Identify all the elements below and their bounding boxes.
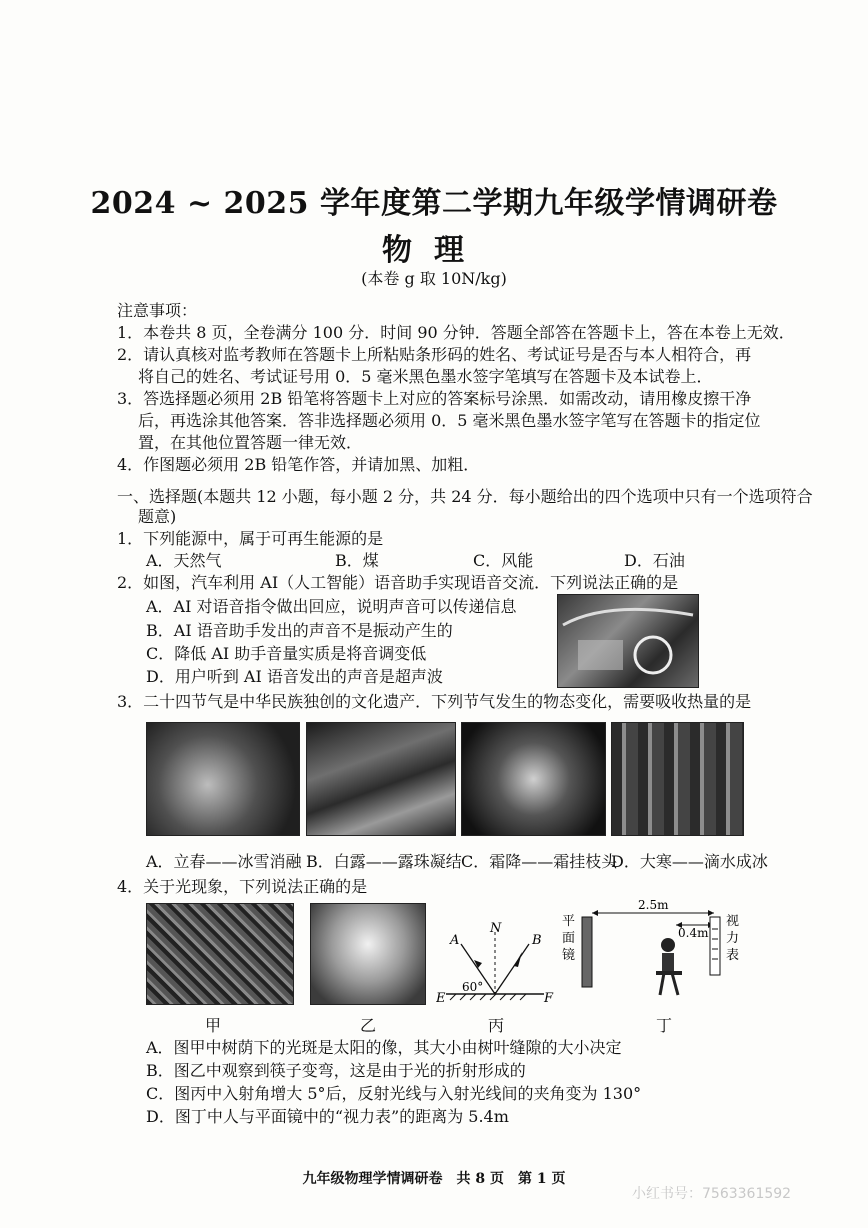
mirror-label-1: 平 [562, 914, 576, 929]
distance-0-4m: 0.4m [678, 926, 709, 940]
q2-stem: 2．如图，汽车利用 AI（人工智能）语音助手实现语音交流．下列说法正确的是 [117, 573, 679, 592]
label-a: A [450, 933, 460, 948]
notice-item-3-cont: 后，再选涂其他答案．答非选择题必须用 0．5 毫米黑色墨水签字笔写在答题卡的指定位 [138, 411, 761, 430]
q3-stem: 3．二十四节气是中华民族独创的文化遗产．下列节气发生的物态变化，需要吸收热量的是 [117, 692, 752, 711]
section-heading-cont: 题意) [138, 507, 177, 526]
figure-label-yi: 乙 [360, 1016, 377, 1035]
distance-2-5m: 2.5m [638, 898, 669, 912]
q3-option-d: D．大寒——滴水成冰 [611, 852, 768, 871]
mirror-label-2: 面 [562, 931, 576, 946]
q3-photo-b [306, 722, 456, 836]
figure-label-bing: 丙 [488, 1016, 505, 1035]
notice-item-3-cont2: 置，在其他位置答题一律无效． [138, 433, 363, 452]
label-e: E [436, 991, 446, 1006]
mirror-label-3: 镜 [562, 948, 576, 963]
car-ai-photo [557, 594, 699, 688]
q1-stem: 1．下列能源中，属于可再生能源的是 [117, 529, 384, 548]
q1-option-d: D．石油 [624, 551, 685, 570]
car-interior-sketch [558, 595, 698, 687]
angle-label: 60° [462, 980, 484, 994]
seated-person-icon [656, 938, 682, 995]
chart-label-1: 视 [726, 914, 740, 929]
label-b: B [532, 933, 542, 948]
page-footer: 九年级物理学情调研卷 共 8 页 第 1 页 [302, 1171, 566, 1187]
plane-mirror [582, 917, 592, 987]
q2-option-a: A．AI 对语音指令做出回应，说明声音可以传递信息 [146, 597, 517, 616]
chart-label-2: 力 [726, 931, 740, 946]
chart-label-3: 表 [726, 948, 740, 963]
q2-option-d: D．用户听到 AI 语音发出的声音是超声波 [146, 667, 443, 686]
q1-option-b: B．煤 [335, 551, 379, 570]
q3-option-a: A．立春——冰雪消融 [146, 852, 302, 871]
reflection-diagram [436, 922, 556, 1008]
section-heading: 一、选择题(本题共 12 小题，每小题 2 分，共 24 分．每小题给出的四个选项中只有一个选项符合 [117, 487, 813, 506]
notice-item-1: 1．本卷共 8 页，全卷满分 100 分．时间 90 分钟．答题全部答在答题卡上，答在本卷上无效． [117, 323, 795, 342]
gravity-note: (本卷 g 取 10N/kg) [361, 269, 507, 288]
subject-title: 物理 [382, 233, 486, 268]
notice-heading: 注意事项： [117, 301, 198, 320]
label-f: F [544, 991, 554, 1006]
q3-photo-d [611, 722, 744, 836]
q4-option-c: C．图丙中入射角增大 5°后，反射光线与入射光线间的夹角变为 130° [146, 1084, 642, 1103]
q3-photo-c [461, 722, 606, 836]
q4-stem: 4．关于光现象，下列说法正确的是 [117, 877, 368, 896]
q2-option-c: C．降低 AI 助手音量实质是将音调变低 [146, 644, 427, 663]
q4-photo-jia [146, 903, 294, 1005]
q4-option-a: A．图甲中树荫下的光斑是太阳的像，其大小由树叶缝隙的大小决定 [146, 1038, 622, 1057]
figure-label-jia: 甲 [205, 1016, 222, 1035]
q4-photo-yi [310, 903, 426, 1005]
eye-chart [710, 917, 720, 975]
figure-label-ding: 丁 [656, 1016, 673, 1035]
q4-option-d: D．图丁中人与平面镜中的“视力表”的距离为 5.4m [146, 1107, 509, 1126]
exam-title: 2024 ~ 2025 学年度第二学期九年级学情调研卷 [90, 186, 778, 221]
notice-item-2-cont: 将自己的姓名、考试证号用 0．5 毫米黑色墨水签字笔填写在答题卡及本试卷上． [138, 367, 713, 386]
notice-item-3: 3．答选择题必须用 2B 铅笔将答题卡上对应的答案标号涂黑．如需改动，请用橡皮擦干净 [117, 389, 752, 408]
eye-chart-diagram [558, 895, 748, 1003]
watermark: 小红书号：7563361592 [632, 1186, 792, 1202]
q1-option-c: C．风能 [473, 551, 534, 570]
notice-item-2: 2．请认真核对监考教师在答题卡上所粘贴条形码的姓名、考试证号是否与本人相符合，再 [117, 345, 752, 364]
q1-option-a: A．天然气 [146, 551, 222, 570]
label-n: N [490, 922, 502, 936]
q3-option-b: B．白露——露珠凝结 [306, 852, 462, 871]
q3-photo-a [146, 722, 300, 836]
q2-option-b: B．AI 语音助手发出的声音不是振动产生的 [146, 621, 453, 640]
notice-item-4: 4．作图题必须用 2B 铅笔作答，并请加黑、加粗． [117, 455, 480, 474]
q3-option-c: C．霜降——霜挂枝头 [461, 852, 618, 871]
q4-option-b: B．图乙中观察到筷子变弯，这是由于光的折射形成的 [146, 1061, 526, 1080]
